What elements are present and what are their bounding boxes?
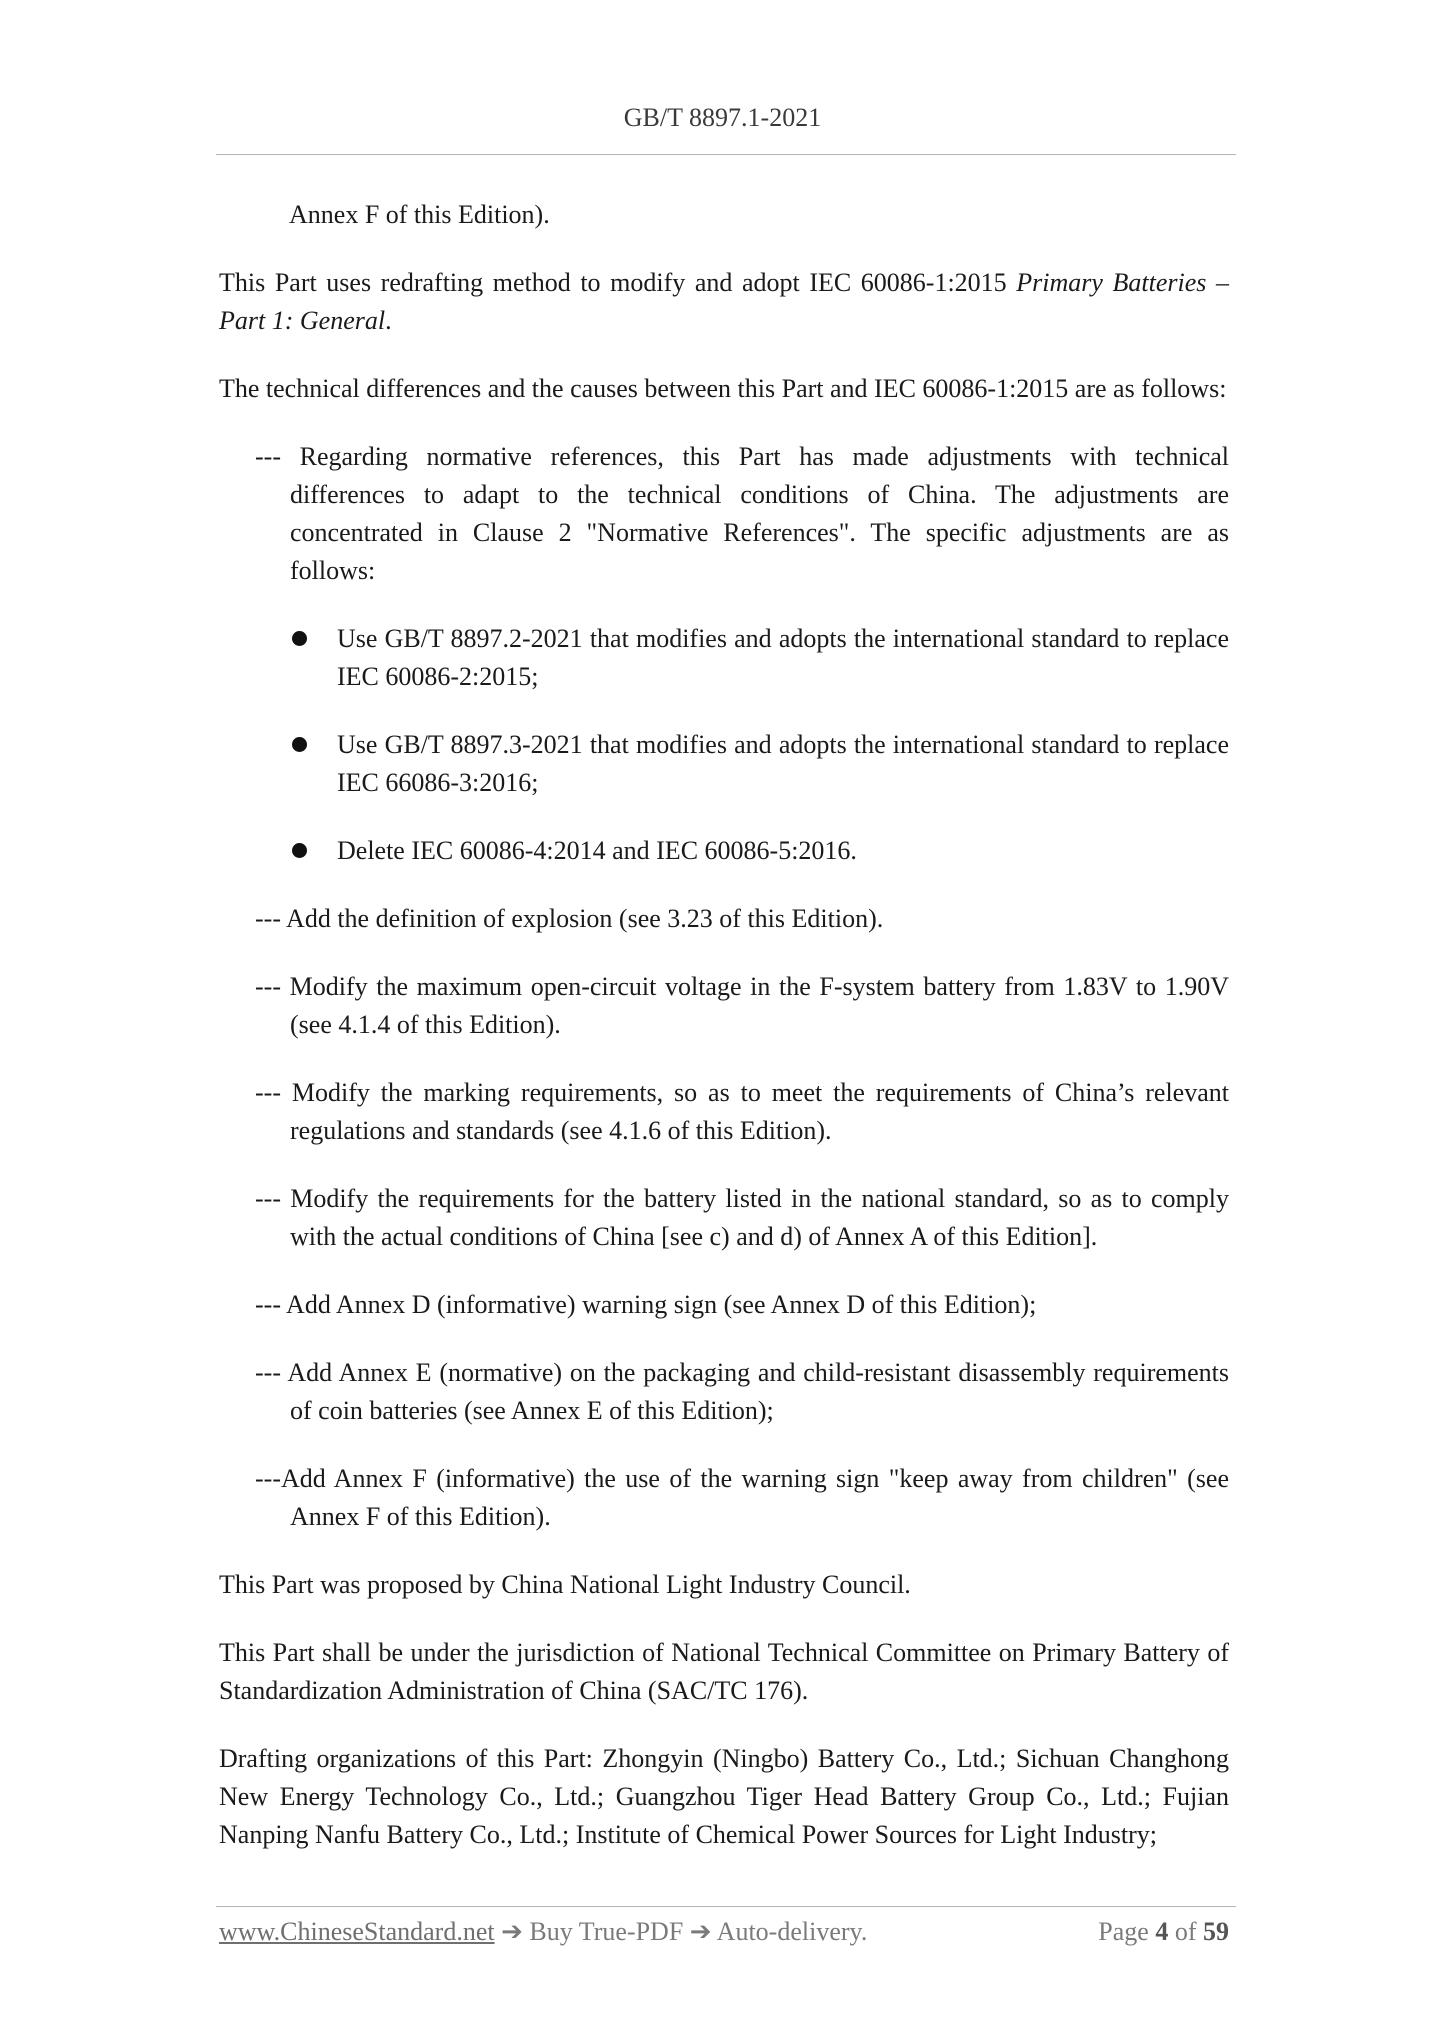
footer-divider <box>216 1906 1236 1907</box>
redrafting-end: . <box>385 306 392 335</box>
redrafting-text: This Part uses redrafting method to modify and adopt IEC 60086-1:2015 <box>219 268 1017 297</box>
arrow-right-icon: ➔ <box>501 1917 523 1946</box>
dash-item: ---Add Annex F (informative) the use of the warning sign "keep away from children" (see Annex F of this Edition). <box>255 1464 1229 1531</box>
bullet-icon <box>292 631 307 646</box>
bullet-text: Use GB/T 8897.2-2021 that modifies and adopts the international standard to replace IEC 60086-2:2015; <box>337 624 1229 691</box>
page-number <box>1098 1917 1229 1947</box>
dash-item: --- Modify the maximum open-circuit voltage in the F-system battery from 1.83V to 1.90V (see 4.1.4 of this Edition). <box>255 972 1229 1039</box>
paragraph-redrafting <box>219 264 1229 340</box>
paragraph-differences-intro: The technical differences and the causes between this Part and IEC 60086-1:2015 are as follows: <box>219 374 1227 403</box>
bullet-item <box>290 832 1229 870</box>
header-divider <box>216 154 1236 155</box>
paragraph-proposed-by: This Part was proposed by China National Light Industry Council. <box>219 1570 911 1599</box>
arrow-right-icon: ➔ <box>689 1917 712 1946</box>
total-pages: 59 <box>1203 1917 1229 1946</box>
page-header-title: GB/T 8897.1-2021 <box>623 103 822 132</box>
current-page: 4 <box>1155 1917 1169 1946</box>
bullet-icon <box>292 737 307 752</box>
paragraph-jurisdiction: This Part shall be under the jurisdiction of National Technical Committee on Primary Battery of Standardization Administration of China (SAC/TC 176). <box>219 1638 1229 1705</box>
document-body <box>219 196 1229 1884</box>
bullet-list <box>290 620 1229 870</box>
dash-item: --- Modify the requirements for the battery listed in the national standard, so as to comply with the actual conditions of China [see c) and d) of Annex A of this Edition]. <box>255 1184 1229 1251</box>
page-label: Page <box>1098 1917 1149 1946</box>
site-link[interactable]: www.ChineseStandard.net <box>219 1917 495 1946</box>
bullet-icon <box>292 843 307 858</box>
dash-item: --- Add Annex E (normative) on the packaging and child-resistant disassembly requirements of coin batteries (see Annex E of this Edition); <box>255 1358 1229 1425</box>
dash-item-normative-references: --- Regarding normative references, this Part has made adjustments with technical differences to adapt to the technical conditions of China. The adjustments are concentrated in Clause 2 "Normative References". The specific adjustments are as follows: <box>255 442 1229 585</box>
standard-title: Primary Batteries – Part 1: General <box>219 268 1229 335</box>
paragraph-drafting-organizations: Drafting organizations of this Part: Zhongyin (Ningbo) Battery Co., Ltd.; Sichuan Changhong New Energy Technology Co., Ltd.; Guangzhou Tiger Head Battery Group Co., Ltd.; Fujian Nanping Nanfu Battery Co., Ltd.; Institute of Chemical Power Sources for Light Industry; <box>219 1744 1229 1849</box>
bullet-item <box>290 620 1229 696</box>
dash-item: --- Modify the marking requirements, so as to meet the requirements of China’s relevant regulations and standards (see 4.1.6 of this Edition). <box>255 1078 1229 1145</box>
buy-pdf-text: Buy True-PDF <box>529 1917 684 1946</box>
footer-promo <box>219 1917 867 1947</box>
page-footer <box>219 1917 1229 1953</box>
dash-item: --- Add Annex D (informative) warning sign (see Annex D of this Edition); <box>255 1290 1037 1319</box>
bullet-item <box>290 726 1229 802</box>
auto-delivery-text: Auto-delivery. <box>716 1917 868 1946</box>
paragraph-annex-f-continuation: Annex F of this Edition). <box>289 200 550 229</box>
of-label: of <box>1174 1917 1197 1946</box>
bullet-text: Delete IEC 60086-4:2014 and IEC 60086-5:2016. <box>337 836 857 865</box>
bullet-text: Use GB/T 8897.3-2021 that modifies and adopts the international standard to replace IEC 66086-3:2016; <box>337 730 1229 797</box>
dash-item: --- Add the definition of explosion (see 3.23 of this Edition). <box>255 904 884 933</box>
